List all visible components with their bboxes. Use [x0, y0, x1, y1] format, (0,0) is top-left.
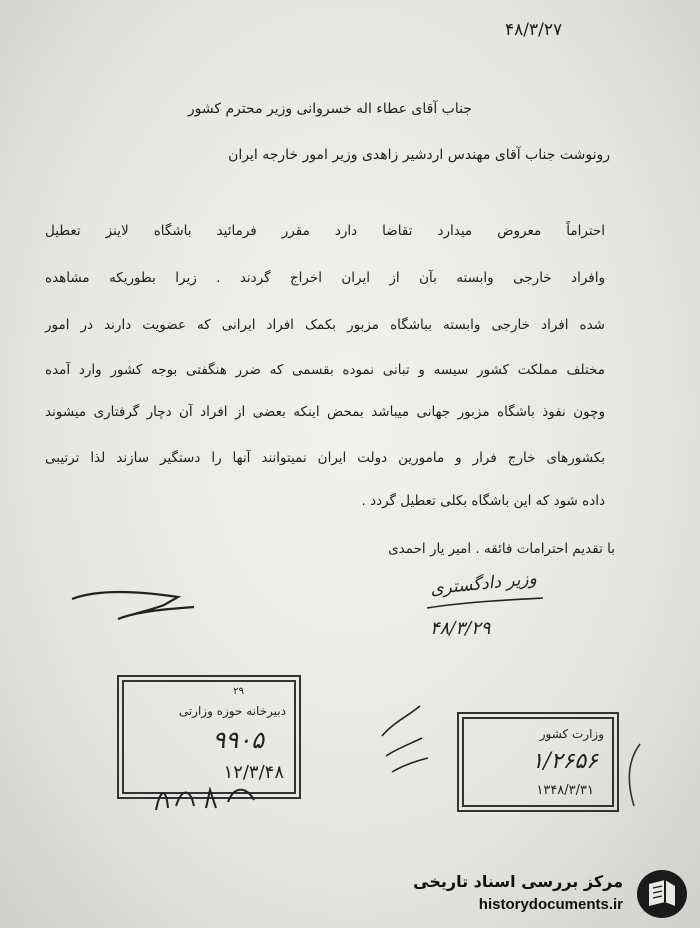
body-line-4: مختلف مملکت کشور سیسه و تبانی نموده بقسمی که ضرر هنگفتی بوجه کشور وارد آمده	[45, 362, 605, 378]
handwritten-scribble-mid	[372, 696, 442, 776]
handwritten-note: وزیر دادگستری	[429, 568, 538, 600]
signature-underline	[425, 594, 545, 614]
stamp-right-number: ۱/۲۶۵۶	[531, 749, 598, 774]
logo-title: مرکز بررسی اسناد تاریخی	[413, 872, 623, 891]
document-date: ۴۸/۳/۲۷	[505, 20, 563, 40]
cc-line: رونوشت جناب آقای مهندس اردشیر زاهدی وزیر امور خارجه ایران	[228, 147, 610, 163]
registry-stamp-right	[462, 717, 614, 807]
body-line-1: احتراماً معروض میدارد تقاضا دارد مقرر فرمائید باشگاه لاینز تعطیل	[45, 223, 605, 239]
signature-flourish	[68, 585, 198, 625]
watermark-logo	[413, 866, 695, 922]
logo-url: historydocuments.ir	[478, 896, 623, 913]
stamp-left-line1: ۲۹	[233, 686, 244, 697]
body-line-2: وافراد خارجی وابسته بآن از ایران اخراج گردند . زیرا بطوریکه مشاهده	[45, 270, 605, 286]
body-line-6: بکشورهای خارج فرار و مامورین دولت ایران نمیتوانند آنها را دستگیر سازند لذا ترتیبی	[45, 450, 605, 466]
margin-mark-right	[620, 740, 650, 810]
body-line-5: وچون نفوذ باشگاه مزبور جهانی میباشد بمحض اینکه بعضی از افراد آن دچار گرفتاری میشوند	[45, 404, 605, 420]
stamp-left-number: ۹۹۰۵	[212, 726, 264, 754]
closing-line: با تقدیم احترامات فائقه . امیر یار احمدی	[388, 541, 615, 557]
handwritten-scribble-left	[150, 780, 260, 816]
stamp-right-line1: وزارت کشور	[539, 727, 604, 741]
stamp-right-date: ۱۳۴۸/۳/۳۱	[536, 783, 594, 798]
addressee-line: جناب آقای عطاء اله خسروانی وزیر محترم کشور	[187, 101, 472, 117]
body-line-3: شده افراد خارجی وابسته بباشگاه مزبور بکمک افراد ایرانی که عضویت دارند در امور	[45, 317, 605, 333]
body-line-7: داده شود که این باشگاه بکلی تعطیل گردد .	[361, 493, 605, 509]
registry-stamp-left	[122, 680, 296, 794]
stamp-left-line2: دبیرخانه حوزه وزارتی	[178, 704, 286, 718]
handwritten-date: ۴۸/۳/۲۹	[430, 618, 491, 639]
book-logo-icon	[635, 868, 689, 920]
stamp-left-date: ۱۲/۳/۴۸	[223, 762, 284, 783]
